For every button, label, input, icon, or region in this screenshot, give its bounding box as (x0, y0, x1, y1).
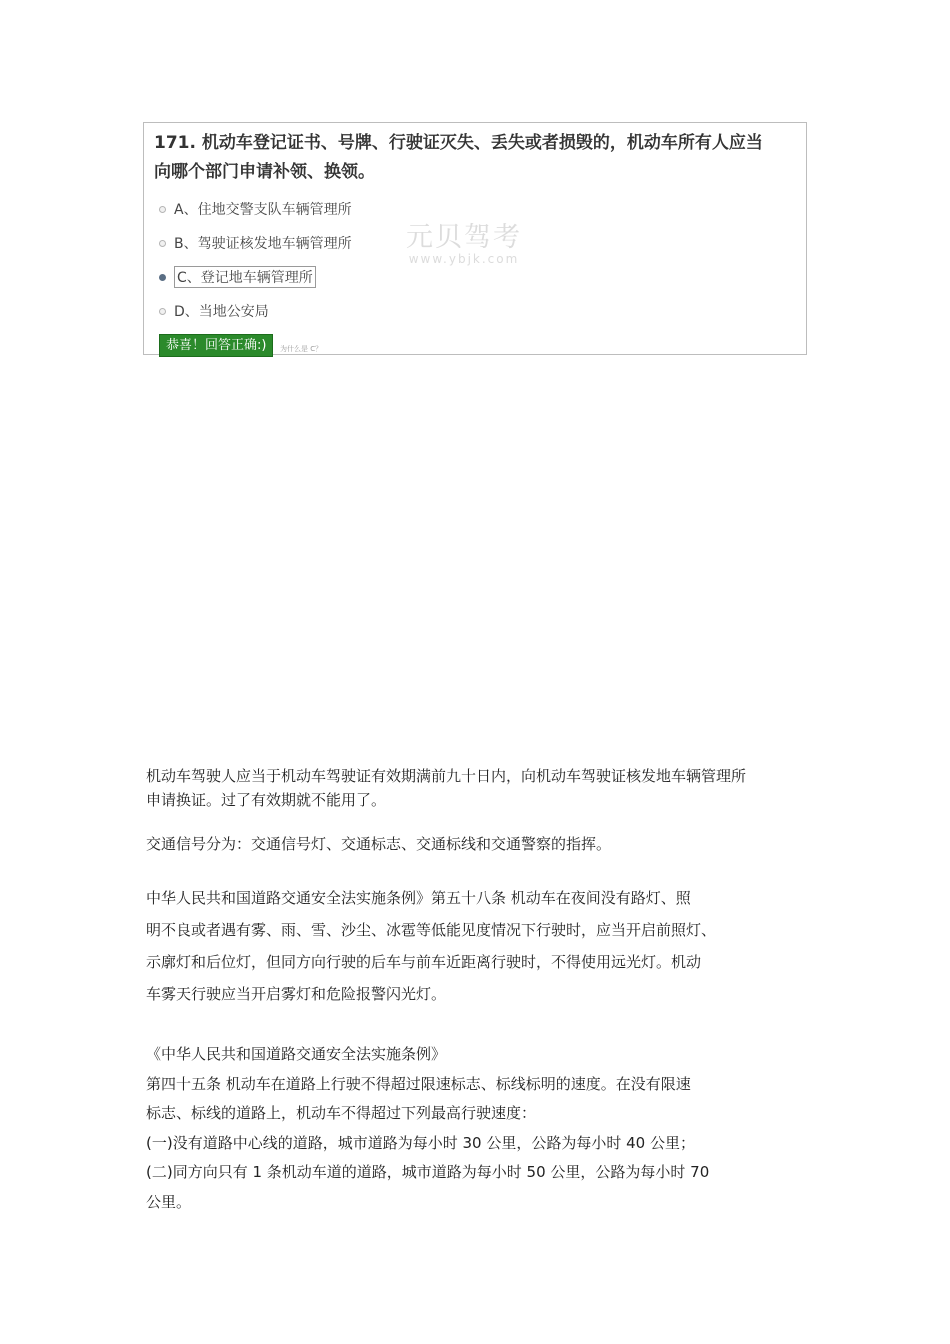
paragraph-license-renewal (146, 764, 810, 812)
option-b[interactable] (159, 232, 352, 254)
text-line: 机动车驾驶人应当于机动车驾驶证有效期满前九十日内，向机动车驾驶证核发地车辆管理所 (146, 767, 747, 785)
paragraph-article-45 (146, 1040, 810, 1217)
option-b-label: B、驾驶证核发地车辆管理所 (174, 236, 352, 252)
why-link[interactable]: 为什么是 C？ (280, 345, 323, 353)
paragraph-article-58 (146, 882, 810, 1010)
option-d-label: D、当地公安局 (174, 304, 269, 320)
paragraph-traffic-signals (146, 832, 810, 856)
text-line: 示廓灯和后位灯，但同方向行驶的后车与前车近距离行驶时，不得使用远光灯。机动 (146, 953, 702, 971)
text-line: 交通信号分为：交通信号灯、交通标志、交通标线和交通警察的指挥。 (146, 835, 612, 853)
text-line: 标志、标线的道路上，机动车不得超过下列最高行驶速度： (146, 1104, 537, 1122)
text-line: (一)没有道路中心线的道路，城市道路为每小时 30 公里，公路为每小时 40 公里； (146, 1133, 695, 1152)
text-line: 《中华人民共和国道路交通安全法实施条例》 (146, 1045, 447, 1063)
correct-answer-button[interactable]: 恭喜！回答正确:) (159, 334, 273, 357)
radio-icon[interactable] (159, 308, 166, 315)
option-c-label: C、登记地车辆管理所 (174, 266, 316, 288)
watermark-main: 元贝驾考 (406, 222, 522, 253)
option-a[interactable] (159, 198, 352, 220)
text-line: 第四十五条 机动车在道路上行驶不得超过限速标志、标线标明的速度。在没有限速 (146, 1074, 691, 1093)
text-line: 申请换证。过了有效期就不能用了。 (146, 791, 387, 809)
text-line: 中华人民共和国道路交通安全法实施条例》第五十八条 机动车在夜间没有路灯、照 (146, 889, 691, 907)
question-line-2: 向哪个部门申请补领、换领。 (154, 162, 375, 182)
question-line-1: 171. 机动车登记证书、号牌、行驶证灭失、丢失或者损毁的，机动车所有人应当 (154, 133, 763, 153)
radio-icon[interactable] (159, 240, 166, 247)
text-line: (二)同方向只有 1 条机动车道的道路，城市道路为每小时 50 公里，公路为每小时 70 (146, 1163, 710, 1181)
text-line: 明不良或者遇有雾、雨、雪、沙尘、冰雹等低能见度情况下行驶时，应当开启前照灯、 (146, 921, 717, 939)
option-d[interactable] (159, 300, 269, 322)
quiz-screenshot (143, 122, 807, 355)
question-title (154, 129, 794, 187)
text-line: 公里。 (146, 1192, 192, 1211)
text-line: 车雾天行驶应当开启雾灯和危险报警闪光灯。 (146, 985, 447, 1003)
radio-icon[interactable] (159, 206, 166, 213)
radio-checked-icon[interactable] (159, 274, 166, 281)
watermark-logo (406, 215, 522, 266)
option-a-label: A、住地交警支队车辆管理所 (174, 202, 352, 218)
watermark-url: www.ybjk.com (408, 252, 520, 266)
option-c[interactable] (159, 266, 316, 288)
